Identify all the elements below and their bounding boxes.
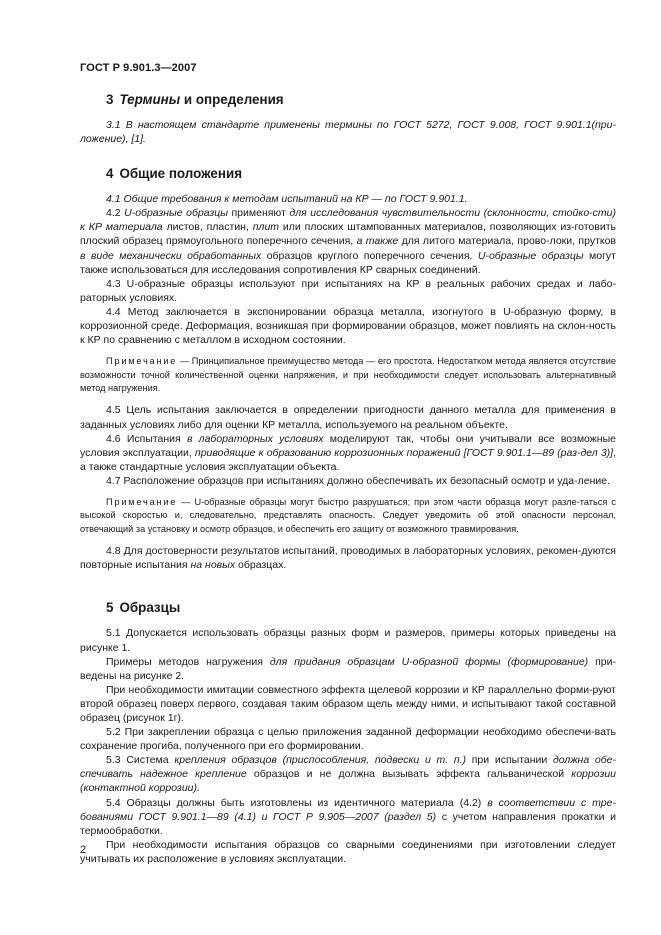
p53-e: образцов и не должна вызывать эффекта гальванической	[246, 768, 572, 781]
p51b-a: Примеры методов нагружения	[106, 655, 270, 668]
p53-a: 5.3 Система	[106, 754, 175, 767]
p42-g: или плоских штампованных материалов, позволяющих из-готовить плоский образец прямоугольного поперечного сечения,	[80, 221, 616, 248]
p46-a: 4.6 Испытания	[106, 432, 187, 445]
note-1-label: Примечание	[106, 356, 178, 367]
paragraph-5-1-loading	[80, 655, 616, 683]
paragraph-5-4-welds: При необходимости испытания образцов со сварными соединениями при изготовлении следует учитывать их расположение в условиях эксплуатации.	[80, 838, 616, 865]
paragraph-4-8	[80, 544, 616, 572]
section-5-heading	[80, 600, 616, 616]
p42-m: могут также использоваться для исследования сопротивления КР сварных соединений.	[80, 249, 616, 276]
p53-b: крепления образцов (приспособления, подвески и т. п.)	[174, 754, 467, 767]
page-number: 2	[80, 844, 87, 856]
paragraph-5-2: 5.2 При закреплении образца с целью приложения заданной деформации необходимо обеспечи-вать сохранение прогиба, полученного при его формировании.	[80, 726, 616, 753]
p42-e: листов, пластин,	[162, 221, 253, 234]
note-2-label: Примечание	[106, 497, 178, 507]
p42-k: образцов круглого поперечного сечения.	[261, 249, 478, 262]
paragraph-4-4: 4.4 Метод заключается в экспонировании образца металла, изогнутого в U-образную форму, в коррозионной среде. Деформация, возникшая при формировании образцов, может повлиять на склон-ность к КР по сравнению с металлом в исходном состоянии.	[80, 305, 616, 347]
p42-j: в виде механически обработанных	[80, 249, 262, 262]
p46-e: , а также стандартные условия эксплуатации объекта.	[80, 446, 616, 473]
p42-f: плит	[252, 221, 280, 234]
p48-b: на новых	[190, 559, 236, 572]
section-3-number: 3	[106, 92, 114, 107]
p53-d: должна обе-спечивать надежное крепление	[80, 754, 616, 781]
p54-a: 5.4 Образцы должны быть изготовлены из идентичного материала (4.2)	[106, 796, 488, 809]
p53-c: при испытании	[466, 754, 553, 767]
p42-b: U-образные образцы	[124, 207, 228, 220]
p46-d: приводящие к образованию коррозионных поражений [ГОСТ 9.901.1—89 (раз-дел 3)]	[194, 446, 614, 459]
paragraph-4-2	[80, 206, 616, 276]
p48-a: 4.8 Для достоверности результатов испытаний, проводимых в лабораторных условиях, рекомен-дуются повторные испытания	[80, 545, 616, 572]
section-5-title: Образцы	[119, 600, 181, 616]
p42-c: применяют	[227, 207, 290, 220]
section-4-heading	[80, 166, 616, 182]
paragraph-3-1: 3.1 В настоящем стандарте применены термины по ГОСТ 5272, ГОСТ 9.008, ГОСТ 9.901.1(при-ложение), [1].	[80, 119, 616, 146]
paragraph-4-3: 4.3 U-образные образцы используют при испытаниях на КР в реальных рабочих средах и лабо-раторных условиях.	[80, 277, 616, 304]
p46-c: моделируют так, чтобы они учитывали все возможные условия эксплуатации,	[80, 432, 616, 459]
section-4-title: Общие положения	[119, 166, 243, 182]
section-3-title-italic: Термины	[119, 92, 181, 107]
p42-h: а также	[356, 235, 399, 248]
paragraph-5-3	[80, 753, 616, 795]
note-1-text: — Принципиальное преимущество метода — его простота. Недостатком метода является отсутствие возможности точной количественной оценки напряжения, и при необходимости следует использовать альтернативный метод нагружения.	[80, 356, 616, 394]
p53-f: коррозии (контактной коррозии).	[80, 768, 617, 795]
p46-b: в лабораторных условиях	[186, 432, 324, 445]
p51b-c: при-ведены на рисунке 2.	[80, 655, 617, 682]
paragraph-4-6	[80, 432, 616, 474]
p51b-b: для придания образцам U-образной формы (формирование)	[269, 655, 589, 668]
paragraph-4-7: 4.7 Расположение образцов при испытаниях должно обеспечивать их безопасный осмотр и уда-ление.	[106, 474, 611, 487]
note-2-text: — U-образные образцы могут быстро разрушаться; при этом части образца могут разле-таться с высокой скоростью и, следовательно, представлять опасность. Следует уведомить об этой опасности персонал, отвечающий за установку и осмотр образцов, и обеспечить его защиту от возможного травмирования.	[80, 497, 616, 534]
paragraph-4-5: 4.5 Цель испытания заключается в определении пригодности данного металла для применения в заданных условиях либо для оценки КР металла, используемого на реальном объекте.	[80, 404, 616, 431]
document-header: ГОСТ Р 9.901.3—2007	[80, 62, 197, 74]
paragraph-5-1: 5.1 Допускается использовать образцы разных форм и размеров, примеры которых приведены на рисунке 1.	[80, 627, 616, 654]
p42-a: 4.2	[106, 207, 125, 220]
paragraph-4-1: 4.1 Общие требования к методам испытаний на КР — по ГОСТ 9.901.1.	[106, 193, 468, 206]
paragraph-5-4	[80, 796, 616, 838]
document-body	[80, 92, 616, 866]
paragraph-5-1-crevice: При необходимости имитации совместного эффекта щелевой коррозии и КР параллельно форми-руют второй образец поверх первого, создавая таким образом щель между ними, и испытывают такой составной образец (рисунок 1г).	[80, 683, 616, 724]
p42-d: для исследования чувствительности (склонности, стойко-сти) к КР материала	[80, 207, 616, 234]
p42-l: U-образные образцы	[477, 249, 584, 262]
p54-c: с учетом направления прокатки и термообработки.	[80, 810, 616, 837]
note-1	[80, 355, 616, 395]
section-4-number: 4	[106, 166, 114, 182]
section-3-heading	[80, 92, 616, 108]
section-3-title-rest: и определения	[180, 92, 284, 107]
p48-c: образцах.	[235, 559, 287, 572]
note-2	[80, 496, 616, 536]
p42-i: для литого материала, прово-локи, прутков	[398, 235, 617, 248]
section-5-number: 5	[106, 600, 114, 616]
p54-b: в соответствии с тре-бованиями ГОСТ 9.901.1—89 (4.1) и ГОСТ Р 9.905—2007 (раздел 5)	[80, 796, 616, 823]
